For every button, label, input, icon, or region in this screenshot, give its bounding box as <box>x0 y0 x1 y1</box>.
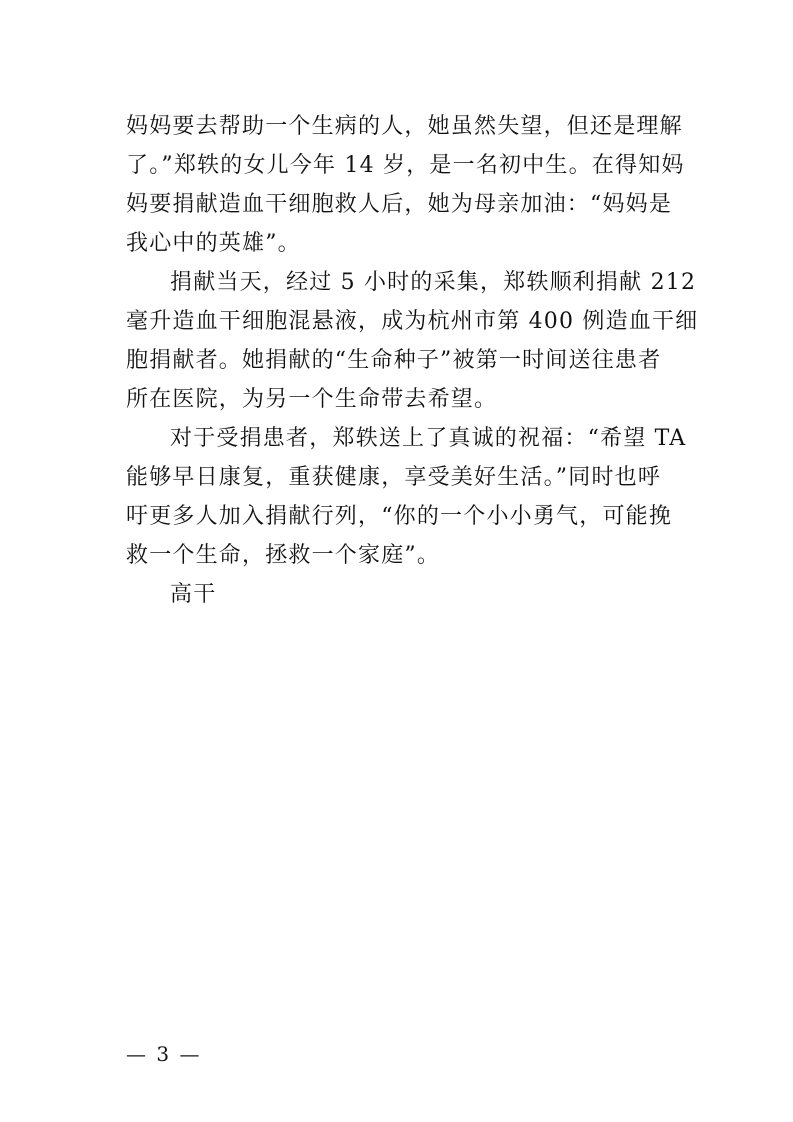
text-line: 救一个生命，拯救一个家庭”。 <box>126 543 441 568</box>
author-byline: 高干 <box>170 582 217 607</box>
text-line: 我心中的英雄”。 <box>126 231 301 256</box>
paragraph-start-line: 捐献当天，经过 5 小时的采集，郑轶顺利捐献 212 <box>170 270 697 295</box>
text-line: 能够早日康复，重获健康，享受美好生活。”同时也呼 <box>126 465 662 490</box>
text-line: 胞捐献者。她捐献的“生命种子”被第一时间送往患者 <box>126 348 662 373</box>
page-number: — 3 — <box>126 1042 202 1066</box>
text-line: 毫升造血干细胞混悬液，成为杭州市第 400 例造血干细 <box>126 309 699 334</box>
text-line: 妈要捐献造血干细胞救人后，她为母亲加油：“妈妈是 <box>126 192 673 217</box>
paragraph-start-line: 对于受捐患者，郑轶送上了真诚的祝福：“希望 TA <box>170 426 687 451</box>
article-body <box>126 107 699 614</box>
text-line: 妈妈要去帮助一个生病的人，她虽然失望，但还是理解 <box>126 114 683 139</box>
text-line: 所在医院，为另一个生命带去希望。 <box>126 387 498 412</box>
text-line: 了。”郑轶的女儿今年 14 岁，是一名初中生。在得知妈 <box>126 153 685 178</box>
text-line: 吁更多人加入捐献行列，“你的一个小小勇气，可能挽 <box>126 504 673 529</box>
